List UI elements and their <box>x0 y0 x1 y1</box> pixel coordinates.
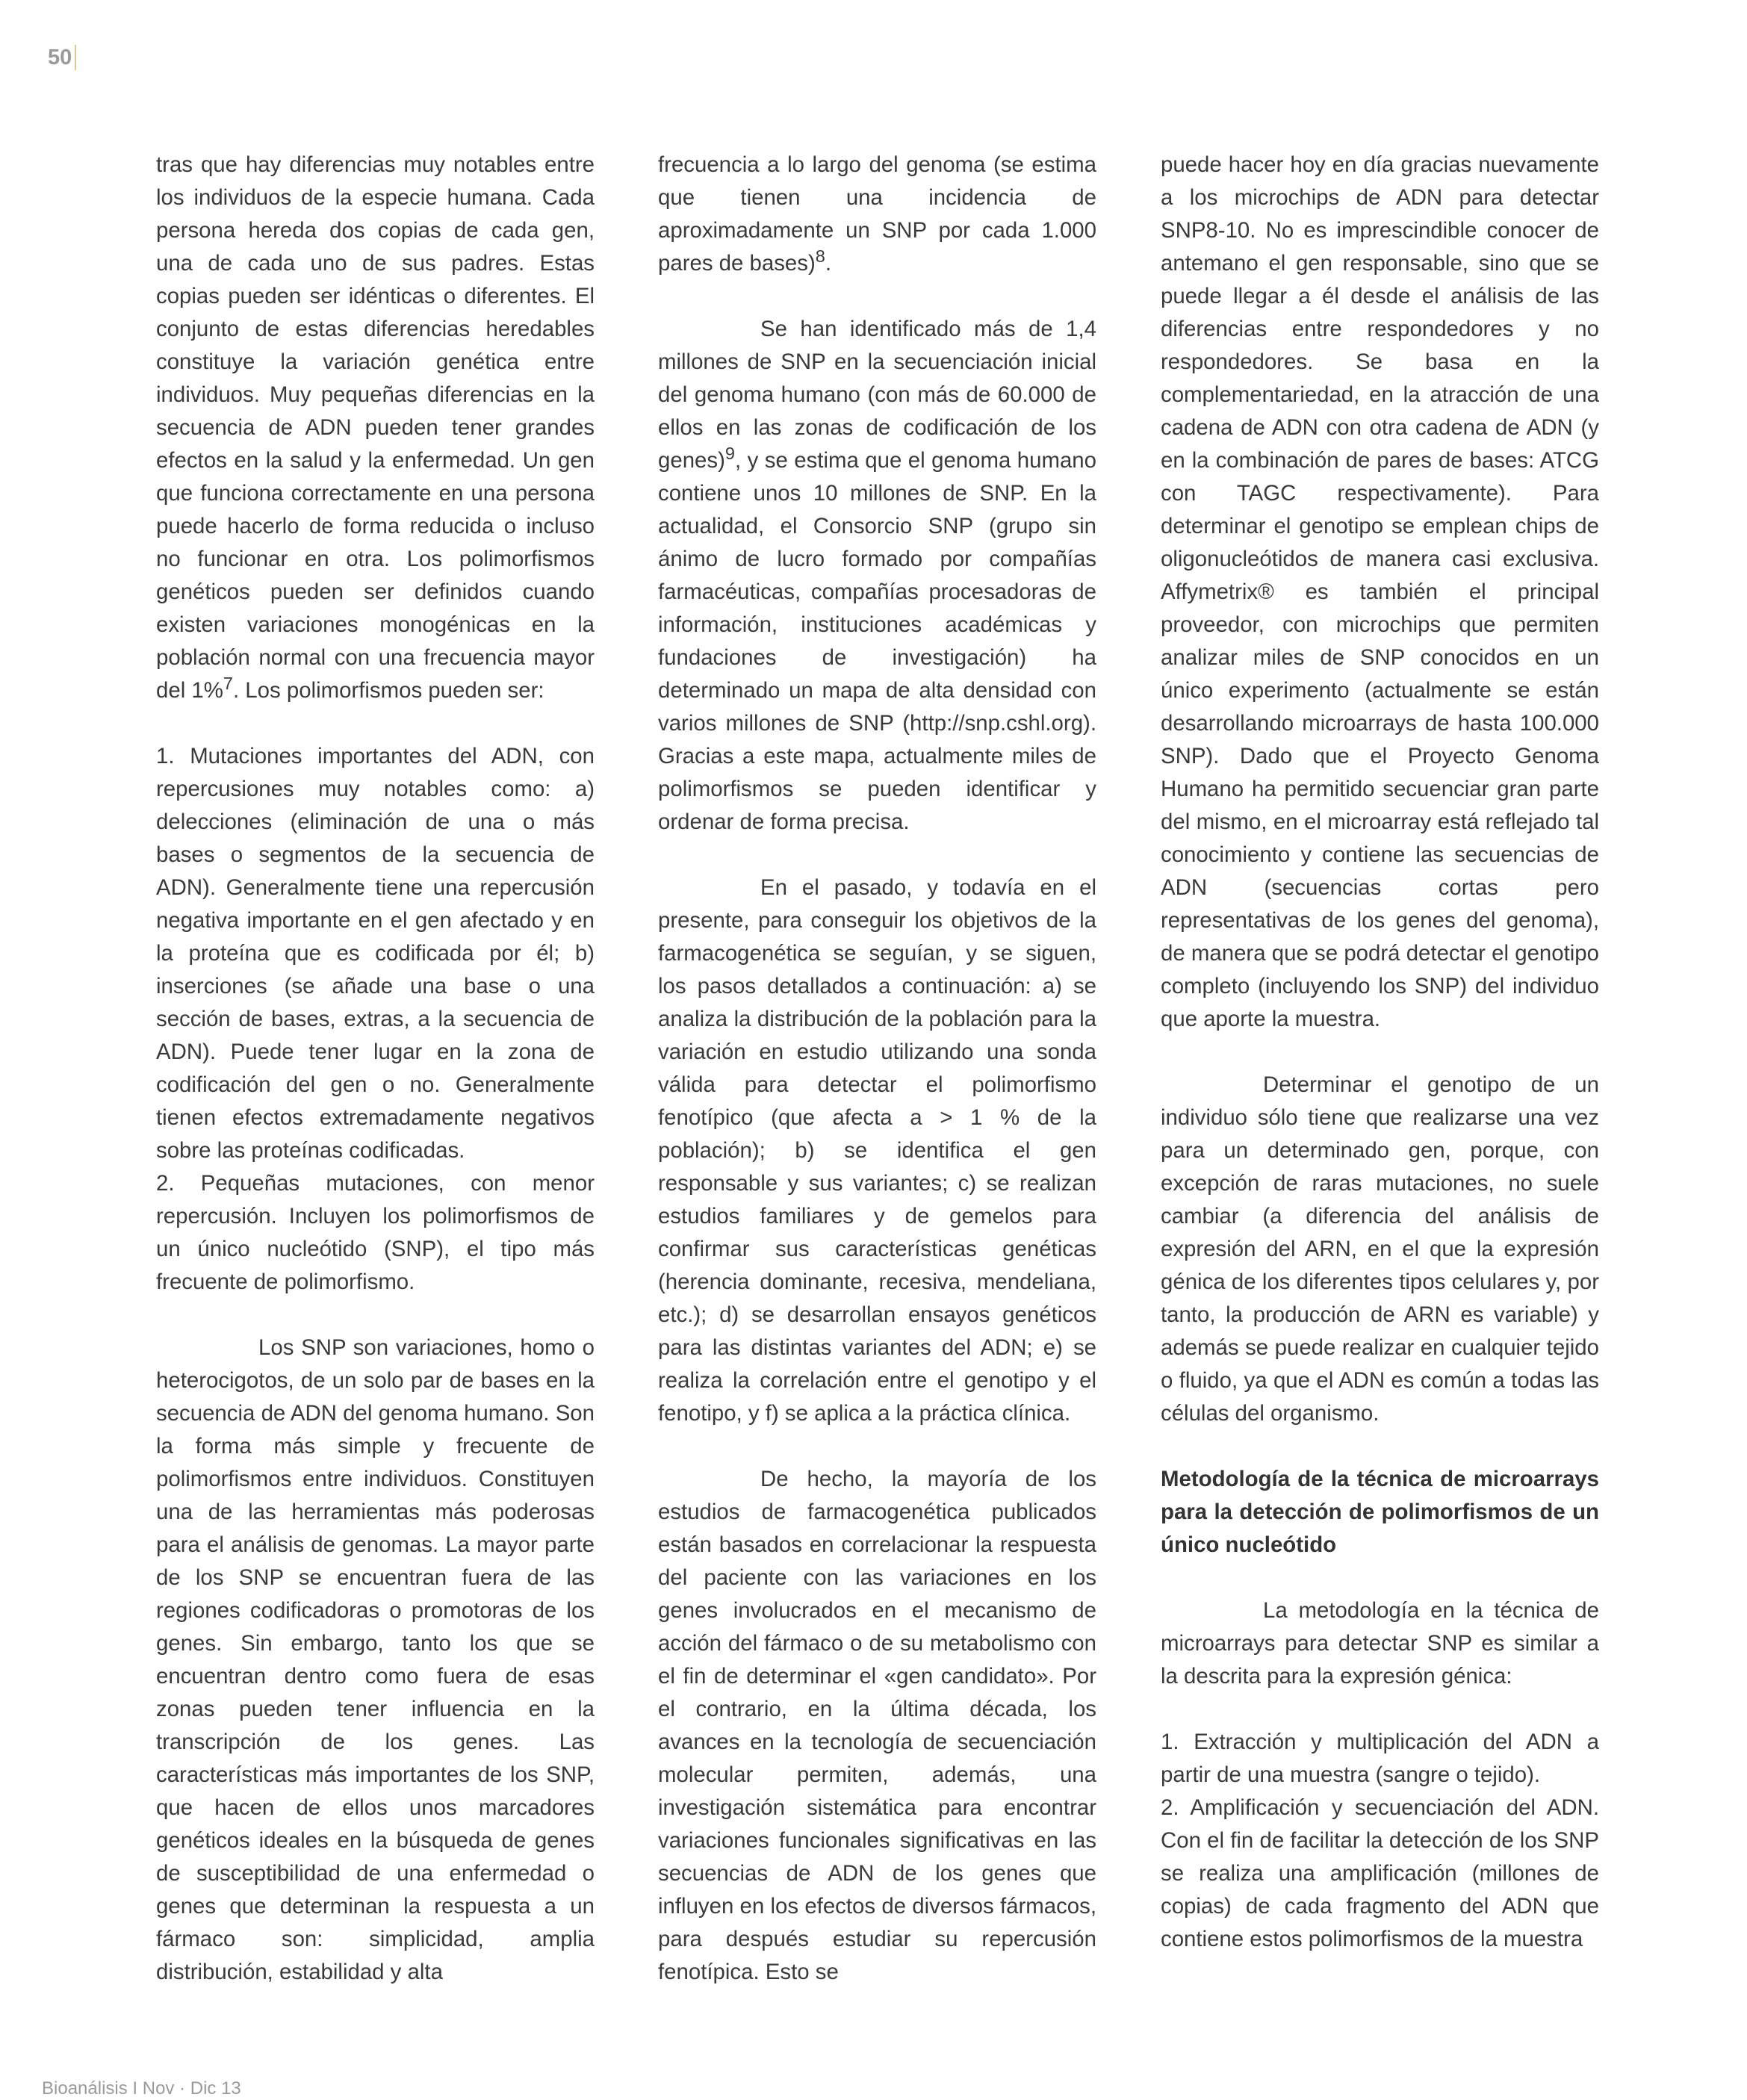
paragraph: tras que hay diferencias muy notables entre los individuos de la especie humana. Cada persona hereda dos copias de cada gen, una de cada uno de sus padres. Estas copias pueden ser idénticas o diferentes. El conjunto de estas diferencias heredables constituye la variación genética entre individuos. Muy pequeñas diferencias en la secuencia de ADN pueden tener grandes efectos en la salud y la enfermedad. Un gen que funciona correctamente en una persona puede hacerlo de forma reducida o incluso no funcionar en otra. Los polimorfismos genéticos pueden ser definidos cuando existen variaciones monogénicas en la población normal con una frecuencia mayor del 1%$^7$. Los polimorfismos pueden ser: <box>156 152 595 703</box>
page-number: 50 <box>48 45 76 70</box>
list-item: 2. Amplificación y secuenciación del ADN. Con el fin de facilitar la detección de los SNP se realiza una amplificación (millones de copias) de cada fragmento del ADN que contiene estos polimorfismos de la muestra <box>1161 1795 1599 1951</box>
text-column-3 <box>1161 149 1599 1956</box>
reference-number: 7 <box>223 674 233 694</box>
reference-number: 9 <box>724 444 735 464</box>
paragraph: Determinar el genotipo de un individuo sólo tiene que realizarse una vez para un determinado gen, porque, con excepción de raras mutaciones, no suele cambiar (a diferencia del análisis de expresión del ARN, en el que la expresión génica de los diferentes tipos celulares y, por tanto, la producción de ARN es variable) y además se puede realizar en cualquier tejido o fluido, ya que el ADN es común a todas las células del organismo. <box>1161 1072 1599 1426</box>
text-column-2 <box>658 149 1096 1989</box>
paragraph: Se han identificado más de 1,4 millones de SNP en la secuenciación inicial del genoma humano (con más de 60.000 de ellos en las zonas de codificación de los genes)$^9$, y se estima que el genoma humano contiene unos 10 millones de SNP. En la actualidad, el Consorcio SNP (grupo sin ánimo de lucro formado por compañías farmacéuticas, compañías procesadoras de información, instituciones académicas y fundaciones de investigación) ha determinado un mapa de alta densidad con varios millones de SNP (http://snp.cshl.org). Gracias a este mapa, actualmente miles de polimorfismos se pueden identificar y ordenar de forma precisa. <box>658 317 1096 834</box>
paragraph: De hecho, la mayoría de los estudios de farmacogenética publicados están basados en correlacionar la respuesta del paciente con las variaciones en los genes involucrados en el mecanismo de acción del fármaco o de su metabolismo con el fin de determinar el «gen candidato». Por el contrario, en la última década, los avances en la tecnología de secuenciación molecular permiten, además, una investigación sistemática para encontrar variaciones funcionales significativas en las secuencias de ADN de los genes que influyen en los efectos de diversos fármacos, para después estudiar su repercusión fenotípica. Esto se <box>658 1467 1096 1984</box>
list-item: 2. Pequeñas mutaciones, con menor repercusión. Incluyen los polimorfismos de un único nucleótido (SNP), el tipo más frecuente de polimorfismo. <box>156 1171 595 1294</box>
text-column-1 <box>156 149 595 1989</box>
list-item: 1. Extracción y multiplicación del ADN a partir de una muestra (sangre o tejido). <box>1161 1730 1599 1787</box>
paragraph: Los SNP son variaciones, homo o heterocigotos, de un solo par de bases en la secuencia de ADN del genoma humano. Son la forma más simple y frecuente de polimorfismos entre individuos. Constituyen una de las herramientas más poderosas para el análisis de genomas. La mayor parte de los SNP se encuentran fuera de las regiones codificadoras o promotoras de los genes. Sin embargo, tanto los que se encuentran dentro como fuera de esas zonas pueden tener influencia en la transcripción de los genes. Las características más importantes de los SNP, que hacen de ellos unos marcadores genéticos ideales en la búsqueda de genes de susceptibilidad de una enfermedad o genes que determinan la respuesta a un fármaco son: simplicidad, amplia distribución, estabilidad y alta <box>156 1335 595 1984</box>
section-heading: Metodología de la técnica de microarrays para la detección de polimorfismos de un único nucleótido <box>1161 1467 1599 1557</box>
list-item: 1. Mutaciones importantes del ADN, con repercusiones muy notables como: a) delecciones (eliminación de una o más bases o segmentos de la secuencia de ADN). Generalmente tiene una repercusión negativa importante en el gen afectado y en la proteína que es codificada por él; b) inserciones (se añade una base o una sección de bases, extras, a la secuencia de ADN). Puede tener lugar en la zona de codificación del gen o no. Generalmente tienen efectos extremadamente negativos sobre las proteínas codificadas. <box>156 744 595 1163</box>
paragraph: puede hacer hoy en día gracias nuevamente a los microchips de ADN para detectar SNP8-10. No es imprescindible conocer de antemano el gen responsable, sino que se puede llegar a él desde el análisis de las diferencias entre respondedores y no respondedores. Se basa en la complementariedad, en la atracción de una cadena de ADN con otra cadena de ADN (y en la combinación de pares de bases: ATCG con TAGC respectivamente). Para determinar el genotipo se emplean chips de oligonucleótidos de manera casi exclusiva. Affymetrix® es también el principal proveedor, con microchips que permiten analizar miles de SNP conocidos en un único experimento (actualmente se están desarrollando microarrays de hasta 100.000 SNP). Dado que el Proyecto Genoma Humano ha permitido secuenciar gran parte del mismo, en el microarray está reflejado tal conocimiento y contiene las secuencias de ADN (secuencias cortas pero representativas de los genes del genoma), de manera que se podrá detectar el genotipo completo (incluyendo los SNP) del individuo que aporte la muestra. <box>1161 152 1599 1031</box>
reference-number: 8 <box>815 246 825 267</box>
footer-publication: Bioanálisis I Nov · Dic 13 <box>42 2078 241 2099</box>
paragraph: En el pasado, y todavía en el presente, para conseguir los objetivos de la farmacogenética se seguían, y se siguen, los pasos detallados a continuación: a) se analiza la distribución de la población para la variación en estudio utilizando una sonda válida para detectar el polimorfismo fenotípico (que afecta a > 1 % de la población); b) se identifica el gen responsable y sus variantes; c) se realizan estudios familiares y de gemelos para confirmar sus características genéticas (herencia dominante, recesiva, mendeliana, etc.); d) se desarrollan ensayos genéticos para las distintas variantes del ADN; e) se realiza la correlación entre el genotipo y el fenotipo, y f) se aplica a la práctica clínica. <box>658 875 1096 1426</box>
paragraph: frecuencia a lo largo del genoma (se estima que tienen una incidencia de aproximadamente un SNP por cada 1.000 pares de bases)$^8$. <box>658 152 1096 276</box>
paragraph: La metodología en la técnica de microarrays para detectar SNP es similar a la descrita para la expresión génica: <box>1161 1598 1599 1689</box>
